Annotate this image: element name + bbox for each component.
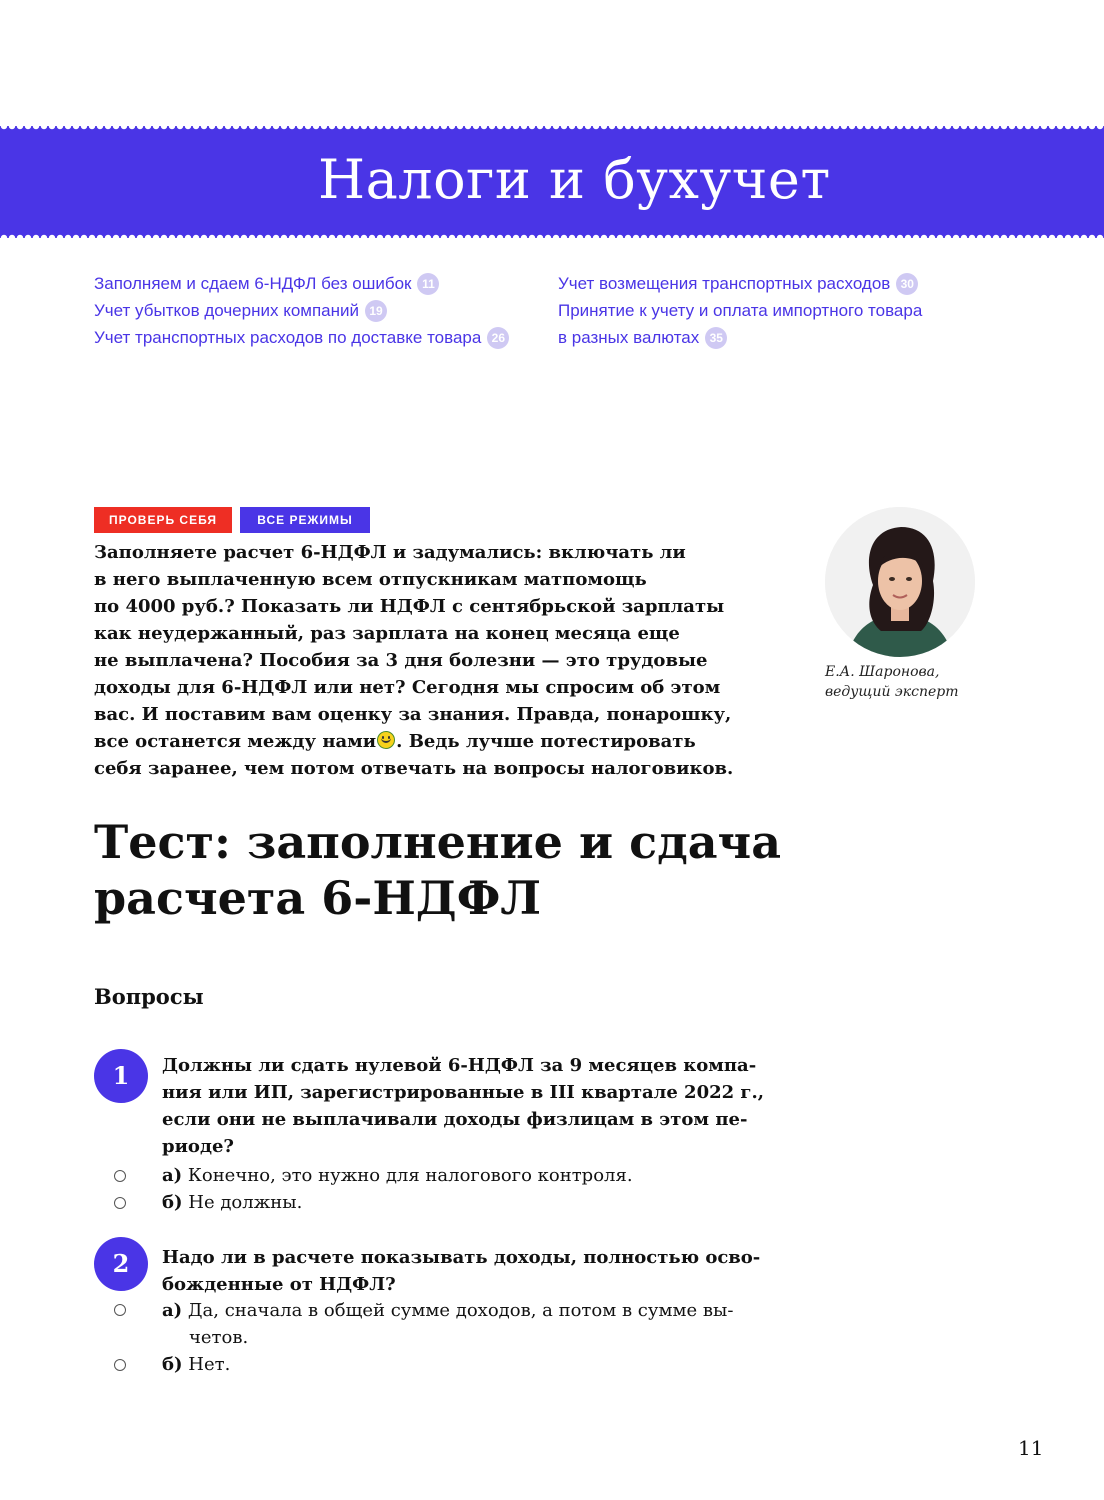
expert-name: Е.А. Шаронова, xyxy=(825,664,940,680)
answer-radio[interactable] xyxy=(114,1359,126,1371)
question-number-badge: 2 xyxy=(94,1237,148,1291)
article-title xyxy=(94,814,814,926)
toc-left-column xyxy=(94,270,509,351)
expert-role: ведущий эксперт xyxy=(825,684,959,700)
article-title-line: Тест: заполнение и сдача xyxy=(94,815,782,869)
intro-paragraph xyxy=(94,539,784,782)
intro-line: не выплачена? Пособия за 3 дня болезни — это трудовые xyxy=(94,650,708,671)
question-line: если они не выплачивали доходы физлицам в этом пе- xyxy=(162,1109,748,1130)
toc-item[interactable] xyxy=(94,324,509,351)
answer-option[interactable] xyxy=(162,1162,782,1189)
section-banner xyxy=(0,126,1104,238)
answer-letter: а) xyxy=(162,1165,183,1186)
expert-photo xyxy=(825,507,975,657)
expert-portrait-icon xyxy=(825,507,975,657)
tag-check-yourself: ПРОВЕРЬ СЕБЯ xyxy=(94,507,232,533)
tag-all-modes: ВСЕ РЕЖИМЫ xyxy=(240,507,370,533)
question-line: божденные от НДФЛ? xyxy=(162,1274,396,1295)
answer-radio[interactable] xyxy=(114,1304,126,1316)
intro-line: по 4000 руб.? Показать ли НДФЛ с сентябрьской зарплаты xyxy=(94,596,725,617)
intro-line xyxy=(94,728,784,755)
answer-text: Нет. xyxy=(188,1354,231,1375)
toc-item[interactable] xyxy=(94,297,509,324)
question-line: ния или ИП, зарегистрированные в III квартале 2022 г., xyxy=(162,1082,764,1103)
answer-text-continued: четов. xyxy=(189,1327,249,1348)
question-line: риоде? xyxy=(162,1136,234,1157)
answer-text: Не должны. xyxy=(188,1192,303,1213)
toc-right-column xyxy=(558,270,922,351)
intro-line: вас. И поставим вам оценку за знания. Правда, понарошку, xyxy=(94,704,732,725)
toc-item[interactable] xyxy=(558,324,922,351)
answer-text: Конечно, это нужно для налогового контроля. xyxy=(187,1165,633,1186)
toc-item[interactable] xyxy=(558,270,922,297)
question-number-badge: 1 xyxy=(94,1049,148,1103)
answer-radio[interactable] xyxy=(114,1197,126,1209)
toc-item-label: Учет возмещения транспортных расходов xyxy=(558,274,891,293)
answer-letter: а) xyxy=(162,1300,183,1321)
toc-page-badge: 30 xyxy=(896,273,918,295)
answer-option[interactable] xyxy=(162,1351,782,1378)
answer-letter: б) xyxy=(162,1354,183,1375)
toc-page-badge: 26 xyxy=(487,327,509,349)
answer-letter: б) xyxy=(162,1192,183,1213)
toc-item-label: Принятие к учету и оплата импортного товара xyxy=(558,301,923,320)
toc-item-label: Заполняем и сдаем 6-НДФЛ без ошибок xyxy=(94,274,412,293)
expert-caption xyxy=(825,662,1025,702)
question-line: Надо ли в расчете показывать доходы, полностью осво- xyxy=(162,1247,761,1268)
toc-page-badge: 19 xyxy=(365,300,387,322)
smiley-icon xyxy=(377,731,395,749)
article-title-line: расчета 6-НДФЛ xyxy=(94,871,542,925)
section-title: Налоги и бухучет xyxy=(318,148,831,211)
toc-item[interactable] xyxy=(94,270,509,297)
intro-line: доходы для 6-НДФЛ или нет? Сегодня мы спросим об этом xyxy=(94,677,721,698)
intro-text: все останется между нами xyxy=(94,731,377,752)
questions-heading: Вопросы xyxy=(94,984,204,1009)
toc-page-badge: 11 xyxy=(417,273,439,295)
toc-item-label: Учет транспортных расходов по доставке товара xyxy=(94,328,482,347)
toc-item-label: Учет убытков дочерних компаний xyxy=(94,301,360,320)
question-text xyxy=(162,1052,782,1160)
intro-text: . Ведь лучше потестировать xyxy=(396,731,696,752)
toc-item[interactable] xyxy=(558,297,922,324)
question-text xyxy=(162,1244,782,1298)
intro-line: Заполняете расчет 6-НДФЛ и задумались: включать ли xyxy=(94,542,686,563)
intro-line: как неудержанный, раз зарплата на конец месяца еще xyxy=(94,623,680,644)
question-line: Должны ли сдать нулевой 6-НДФЛ за 9 месяцев компа- xyxy=(162,1055,757,1076)
answer-text: Да, сначала в общей сумме доходов, а потом в сумме вы- xyxy=(187,1300,734,1321)
toc-page-badge: 35 xyxy=(705,327,727,349)
page-number: 11 xyxy=(1018,1436,1044,1460)
toc-item-label: в разных валютах xyxy=(558,328,700,347)
answer-option[interactable] xyxy=(162,1297,782,1351)
answer-option[interactable] xyxy=(162,1189,782,1216)
answer-radio[interactable] xyxy=(114,1170,126,1182)
intro-line: себя заранее, чем потом отвечать на вопросы налоговиков. xyxy=(94,758,734,779)
intro-line: в него выплаченную всем отпускникам матпомощь xyxy=(94,569,647,590)
